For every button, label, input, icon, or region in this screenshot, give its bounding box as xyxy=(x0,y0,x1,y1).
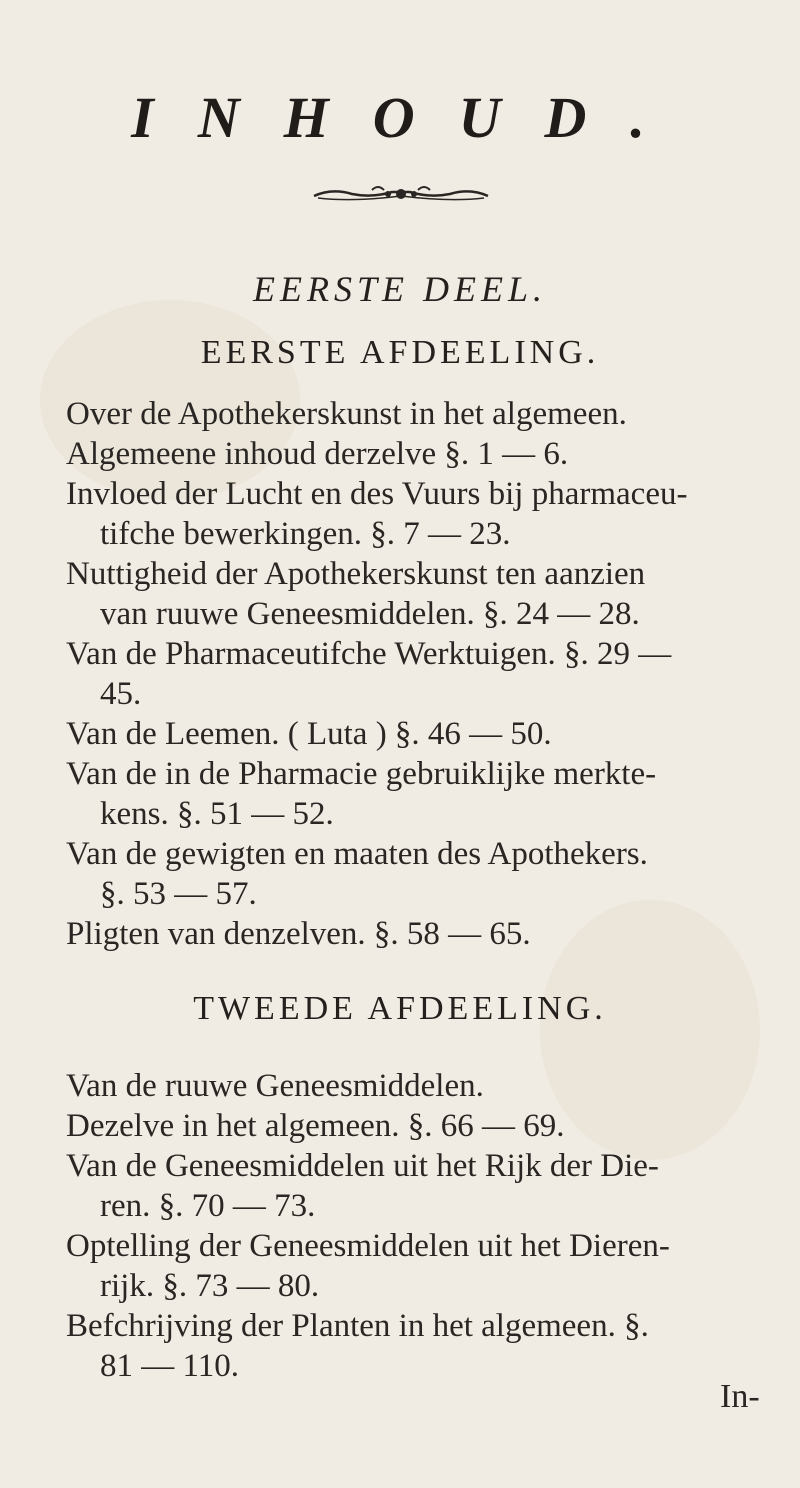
toc-line: Optelling der Geneesmiddelen uit het Dieren- xyxy=(66,1228,670,1264)
toc-line-continued: 81 — 110. xyxy=(100,1348,240,1384)
toc-line: Van de Leemen. ( Luta ) §. 46 — 50. xyxy=(66,716,552,752)
toc-line: Van de gewigten en maaten des Apothekers. xyxy=(66,836,648,872)
section-heading: TWEEDE AFDEELING. xyxy=(193,990,607,1027)
toc-line: Befchrijving der Planten in het algemeen. §. xyxy=(66,1308,649,1344)
toc-line: Van de in de Pharmacie gebruiklijke merkte- xyxy=(66,756,657,792)
toc-line-continued: 45. xyxy=(100,676,142,712)
toc-line-continued: tifche bewerkingen. §. 7 — 23. xyxy=(100,516,511,552)
toc-line: Over de Apothekerskunst in het algemeen. xyxy=(66,396,627,432)
toc-line: Van de ruuwe Geneesmiddelen. xyxy=(66,1068,484,1104)
toc-line: Dezelve in het algemeen. §. 66 — 69. xyxy=(66,1108,565,1144)
section-heading: EERSTE AFDEELING. xyxy=(200,334,600,371)
toc-line: Van de Pharmaceutifche Werktuigen. §. 29 — xyxy=(66,636,672,672)
toc-line: Van de Geneesmiddelen uit het Rijk der Die- xyxy=(66,1148,659,1184)
toc-line-continued: van ruuwe Geneesmiddelen. §. 24 — 28. xyxy=(100,596,640,632)
catchword: In- xyxy=(720,1378,760,1415)
toc-line-continued: kens. §. 51 — 52. xyxy=(100,796,334,832)
paper-stain xyxy=(540,900,760,1160)
toc-line: Invloed der Lucht en des Vuurs bij pharmaceu- xyxy=(66,476,688,512)
toc-line: Nuttigheid der Apothekerskunst ten aanzien xyxy=(66,556,646,592)
toc-line: Pligten van denzelven. §. 58 — 65. xyxy=(66,916,531,952)
toc-line-continued: ren. §. 70 — 73. xyxy=(100,1188,316,1224)
page-title: INHOUD. xyxy=(131,85,689,150)
toc-line-continued: §. 53 — 57. xyxy=(100,876,257,912)
ornament-divider-icon xyxy=(312,184,490,204)
toc-line-continued: rijk. §. 73 — 80. xyxy=(100,1268,320,1304)
part-title: EERSTE DEEL. xyxy=(253,269,547,309)
toc-line: Algemeene inhoud derzelve §. 1 — 6. xyxy=(66,436,569,472)
